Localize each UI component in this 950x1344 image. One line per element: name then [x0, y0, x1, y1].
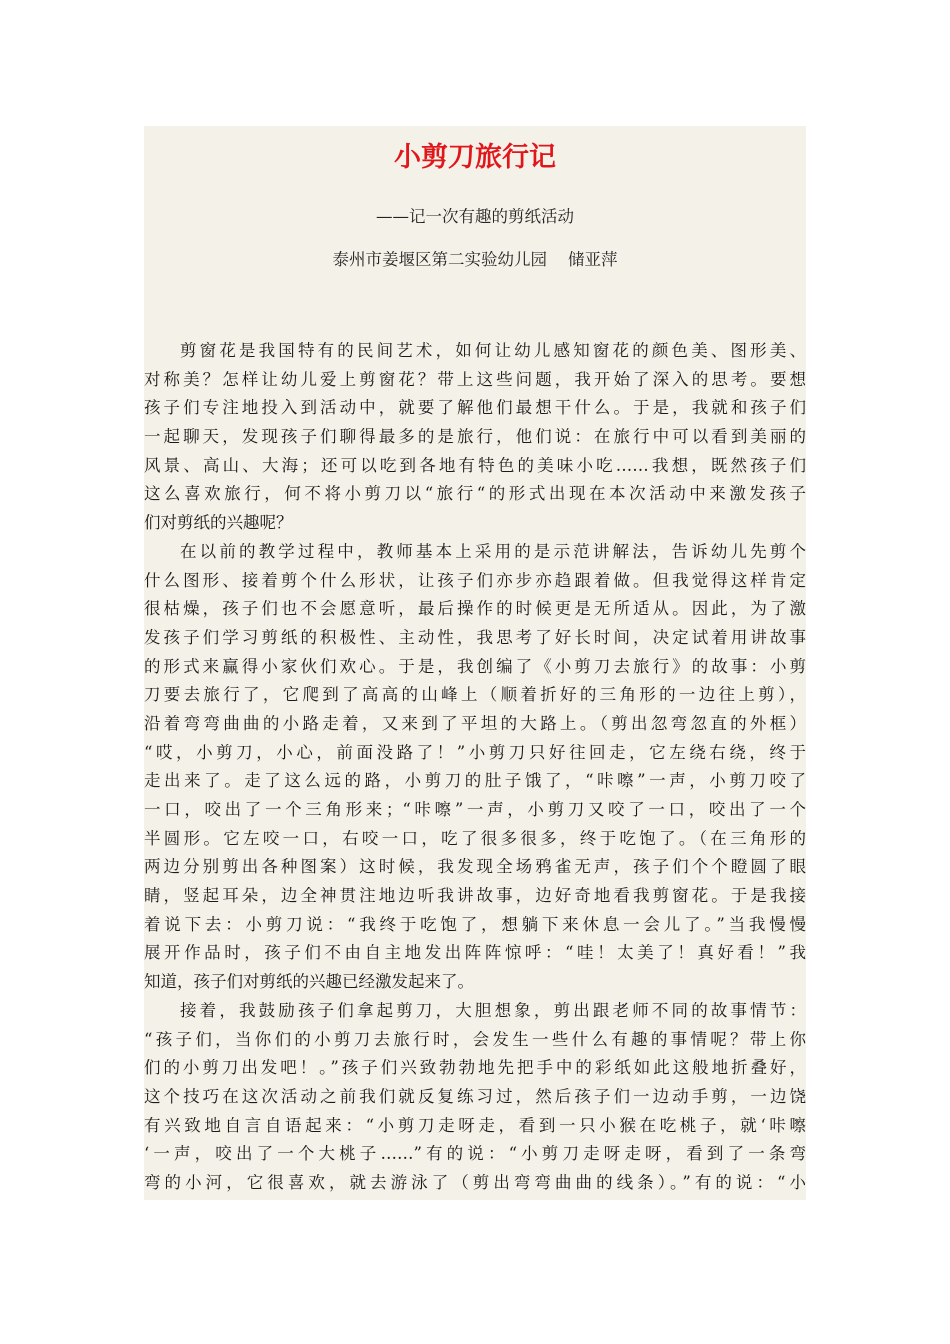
text-line: 弯的小河，它很喜欢，就去游泳了（剪出弯弯曲曲的线条）。”有的说：“小	[144, 1172, 806, 1192]
text-line: 什么图形、接着剪个什么形状，让孩子们亦步亦趋跟着做。但我觉得这样肯定	[144, 570, 806, 590]
text-line: 的形式来赢得小家伙们欢心。于是，我创编了《小剪刀去旅行》的故事：小剪	[144, 656, 806, 676]
text-line: 刀要去旅行了，它爬到了高高的山峰上（顺着折好的三角形的一边往上剪），	[144, 685, 806, 705]
text-line: 对称美？怎样让幼儿爱上剪窗花？带上这些问题，我开始了深入的思考。要想	[144, 369, 806, 389]
text-line: 沿着弯弯曲曲的小路走着，又来到了平坦的大路上。（剪出忽弯忽直的外框）	[144, 713, 806, 733]
text-line: 一起聊天，发现孩子们聊得最多的是旅行，他们说：在旅行中可以看到美丽的	[144, 427, 806, 447]
document-subtitle: ——记一次有趣的剪纸活动	[376, 207, 574, 226]
text-line: 睛，竖起耳朵，边全神贯注地边听我讲故事，边好奇地看我剪窗花。于是我接	[144, 886, 806, 906]
text-line: 有兴致地自言自语起来：“小剪刀走呀走，看到一只小猴在吃桃子，就‘咔嚓	[144, 1115, 806, 1135]
text-line: 着说下去：小剪刀说：“我终于吃饱了，想躺下来休息一会儿了。”当我慢慢	[144, 914, 806, 934]
text-line: 两边分别剪出各种图案）这时候，我发现全场鸦雀无声，孩子们个个瞪圆了眼	[144, 857, 806, 877]
document-title: 小剪刀旅行记	[394, 142, 556, 173]
text-line: 这个技巧在这次活动之前我们就反复练习过，然后孩子们一边动手剪，一边饶	[144, 1086, 806, 1106]
text-line: 在以前的教学过程中，教师基本上采用的是示范讲解法，告诉幼儿先剪个	[180, 541, 806, 561]
text-line: “哎，小剪刀，小心，前面没路了！”小剪刀只好往回走，它左绕右绕，终于	[144, 742, 806, 762]
text-line: 孩子们专注地投入到活动中，就要了解他们最想干什么。于是，我就和孩子们	[144, 398, 806, 418]
document-author: 泰州市姜堰区第二实验幼儿园 储亚萍	[332, 250, 618, 269]
document-body	[144, 337, 806, 1198]
text-line: 风景、高山、大海；还可以吃到各地有特色的美味小吃……我想，既然孩子们	[144, 455, 806, 475]
text-line: 接着，我鼓励孩子们拿起剪刀，大胆想象，剪出跟老师不同的故事情节：	[180, 1000, 806, 1020]
text-line: 发孩子们学习剪纸的积极性、主动性，我思考了好长时间，决定试着用讲故事	[144, 627, 806, 647]
text-line: “孩子们，当你们的小剪刀去旅行时，会发生一些什么有趣的事情呢？带上你	[144, 1029, 806, 1049]
text-line: 展开作品时，孩子们不由自主地发出阵阵惊呼：“哇！太美了！真好看！”我	[144, 943, 806, 963]
text-line: 半圆形。它左咬一口，右咬一口，吃了很多很多，终于吃饱了。（在三角形的	[144, 828, 806, 848]
text-line: ‘一声，咬出了一个大桃子……”有的说：“小剪刀走呀走呀，看到了一条弯	[144, 1144, 806, 1164]
text-line: 剪窗花是我国特有的民间艺术，如何让幼儿感知窗花的颜色美、图形美、	[180, 341, 806, 360]
text-line: 很枯燥，孩子们也不会愿意听，最后操作的时候更是无所适从。因此，为了激	[144, 599, 806, 619]
text-line: 知道，孩子们对剪纸的兴趣已经激发起来了。	[144, 972, 474, 992]
document-page	[144, 126, 806, 1200]
text-line: 这么喜欢旅行，何不将小剪刀以“旅行“的形式出现在本次活动中来激发孩子	[144, 484, 806, 504]
text-line: 一口，咬出了一个三角形来；“咔嚓”一声，小剪刀又咬了一口，咬出了一个	[144, 800, 806, 819]
text-line: 们的小剪刀出发吧！。”孩子们兴致勃勃地先把手中的彩纸如此这般地折叠好，	[144, 1058, 806, 1078]
text-line: 们对剪纸的兴趣呢？	[144, 513, 293, 533]
text-line: 走出来了。走了这么远的路，小剪刀的肚子饿了，“咔嚓”一声，小剪刀咬了	[144, 771, 806, 791]
